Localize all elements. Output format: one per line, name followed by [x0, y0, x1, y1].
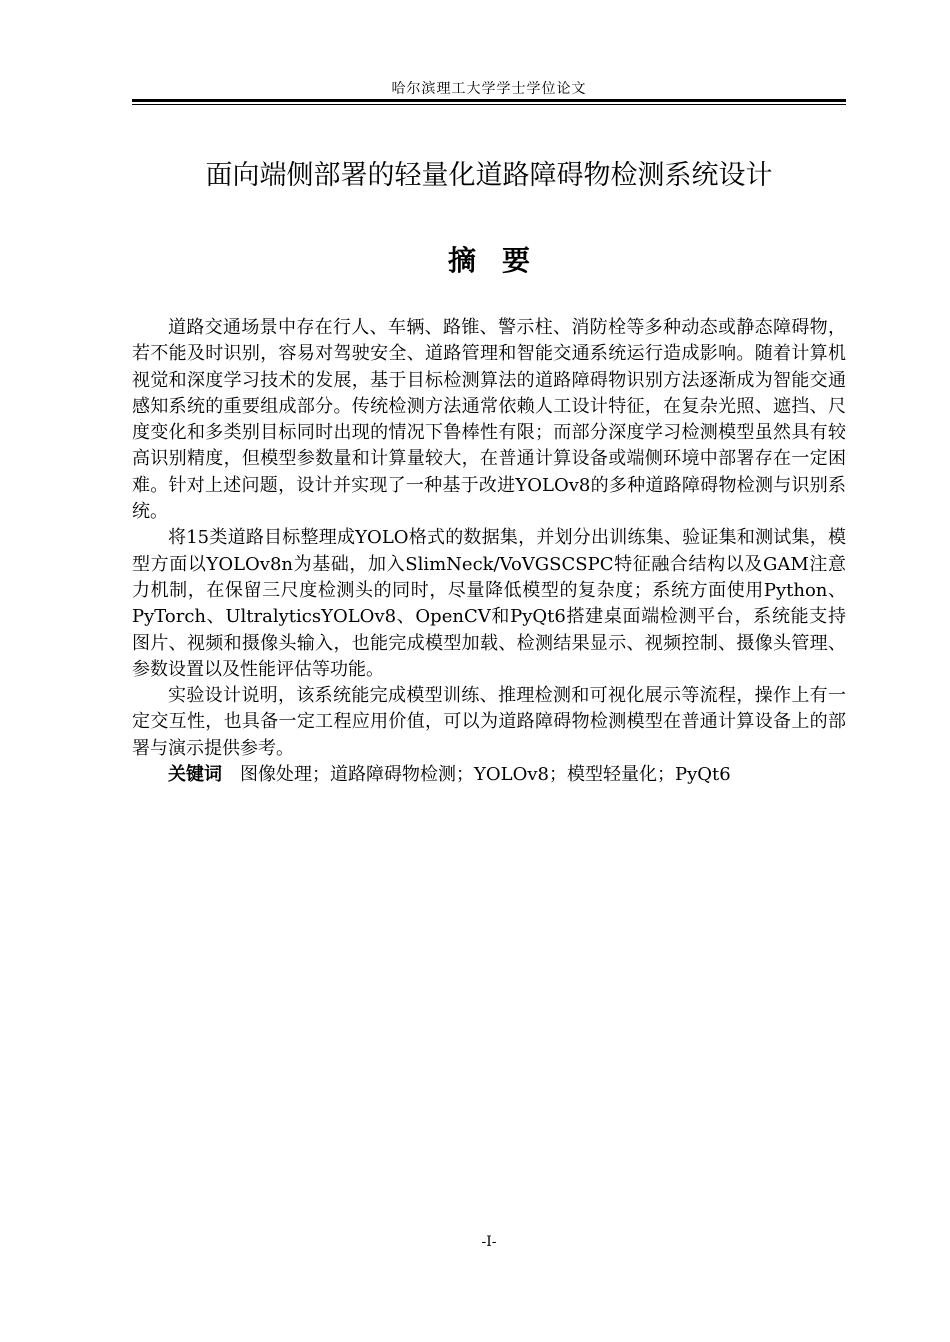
keywords-label: 关键词 [168, 764, 222, 786]
page-number: -I- [481, 1234, 497, 1250]
keywords-line [132, 762, 846, 788]
abstract-heading: 摘要 [447, 244, 556, 277]
header-rule-thin [132, 104, 846, 105]
running-header: 哈尔滨理工大学学士学位论文 [391, 81, 587, 97]
abstract-paragraph-3: 实验设计说明，该系统能完成模型训练、推理检测和可视化展示等流程，操作上有一定交互性，也具备一定工程应用价值，可以为道路障碍物检测模型在普通计算设备上的部署与演示提供参考。 [132, 685, 846, 759]
header-rule-thick [132, 99, 846, 102]
abstract-body [132, 315, 846, 788]
thesis-title: 面向端侧部署的轻量化道路障碍物检测系统设计 [205, 160, 773, 191]
abstract-paragraph-1: 道路交通场景中存在行人、车辆、路锥、警示柱、消防栓等多种动态或静态障碍物，若不能及时识别，容易对驾驶安全、道路管理和智能交通系统运行造成影响。随着计算机视觉和深度学习技术的发展，基于目标检测算法的道路障碍物识别方法逐渐成为智能交通感知系统的重要组成部分。传统检测方法通常依赖人工设计特征，在复杂光照、遮挡、尺度变化和多类别目标同时出现的情况下鲁棒性有限；而部分深度学习检测模型虽然具有较高识别精度，但模型参数量和计算量较大，在普通计算设备或端侧环境中部署存在一定困难。针对上述问题，设计并实现了一种基于改进YOLOv8的多种道路障碍物检测与识别系统。 [132, 317, 846, 523]
keywords-text: 图像处理；道路障碍物检测；YOLOv8；模型轻量化；PyQt6 [240, 764, 731, 786]
abstract-paragraph-2: 将15类道路目标整理成YOLO格式的数据集，并划分出训练集、验证集和测试集，模型方面以YOLOv8n为基础，加入SlimNeck/VoVGSCSPC特征融合结构以及GAM注意力机制，在保留三尺度检测头的同时，尽量降低模型的复杂度；系统方面使用Python、PyTorch、UltralyticsYOLOv8、OpenCV和PyQt6搭建桌面端检测平台，系统能支持图片、视频和摄像头输入，也能完成模型加载、检测结果显示、视频控制、摄像头管理、参数设置以及性能评估等功能。 [132, 527, 846, 680]
